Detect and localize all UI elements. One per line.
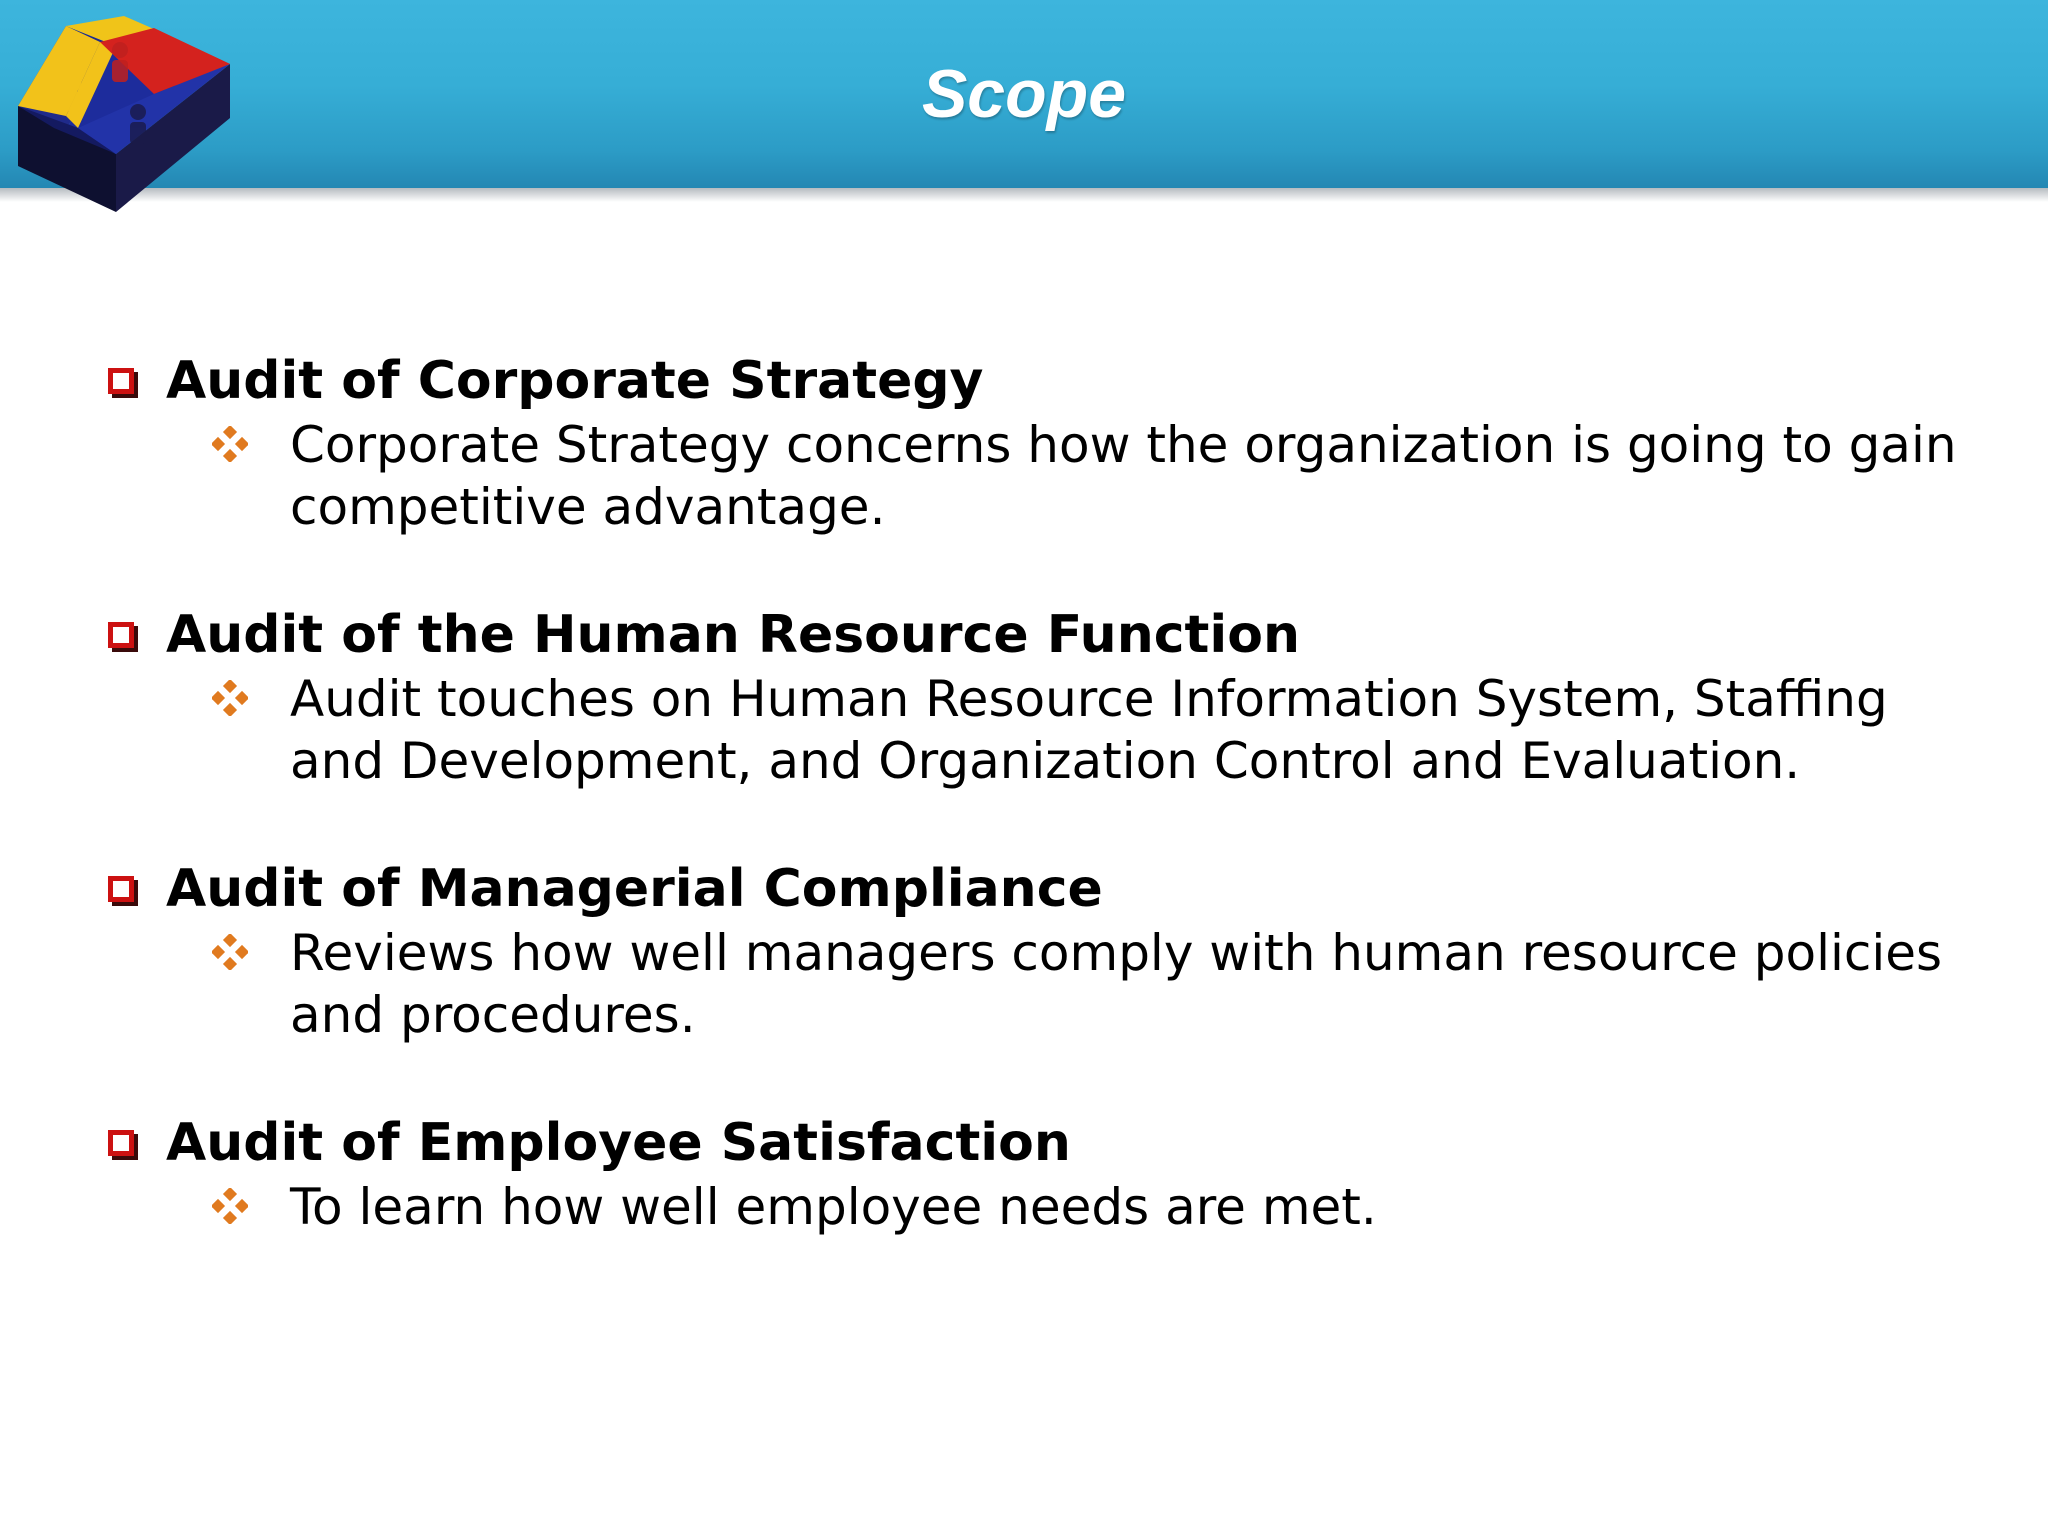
- section-detail: To learn how well employee needs are met.: [290, 1178, 1377, 1236]
- sub-bullet-row: [212, 668, 1988, 792]
- list-item: [108, 1110, 1988, 1238]
- sub-bullet-row: [212, 1176, 1988, 1238]
- slide-title: Scope: [921, 56, 1127, 132]
- heading-row: [108, 1110, 1988, 1176]
- diamond-bullet-icon: [212, 934, 248, 970]
- sub-bullet-row: [212, 414, 1988, 538]
- section-heading: Audit of Corporate Strategy: [166, 351, 984, 411]
- diamond-bullet-icon: [212, 426, 248, 462]
- square-bullet-icon: [108, 876, 134, 902]
- sub-bullet-row: [212, 922, 1988, 1046]
- diamond-bullet-icon: [212, 1188, 248, 1224]
- list-item: [108, 602, 1988, 792]
- section-detail: Corporate Strategy concerns how the organization is going to gain competitive advantage.: [290, 416, 1957, 536]
- square-bullet-icon: [108, 1130, 134, 1156]
- title-bar-shadow: [0, 188, 2048, 202]
- section-detail: Reviews how well managers comply with human resource policies and procedures.: [290, 924, 1943, 1044]
- square-bullet-icon: [108, 622, 134, 648]
- list-item: [108, 348, 1988, 538]
- diamond-bullet-icon: [212, 680, 248, 716]
- list-item: [108, 856, 1988, 1046]
- section-heading: Audit of the Human Resource Function: [166, 605, 1300, 665]
- section-heading: Audit of Managerial Compliance: [166, 859, 1103, 919]
- heading-row: [108, 348, 1988, 414]
- section-detail: Audit touches on Human Resource Information System, Staffing and Development, and Organization Control and Evaluation.: [290, 670, 1888, 790]
- bullet-list: [108, 348, 1988, 1302]
- section-heading: Audit of Employee Satisfaction: [166, 1113, 1071, 1173]
- heading-row: [108, 602, 1988, 668]
- heading-row: [108, 856, 1988, 922]
- square-bullet-icon: [108, 368, 134, 394]
